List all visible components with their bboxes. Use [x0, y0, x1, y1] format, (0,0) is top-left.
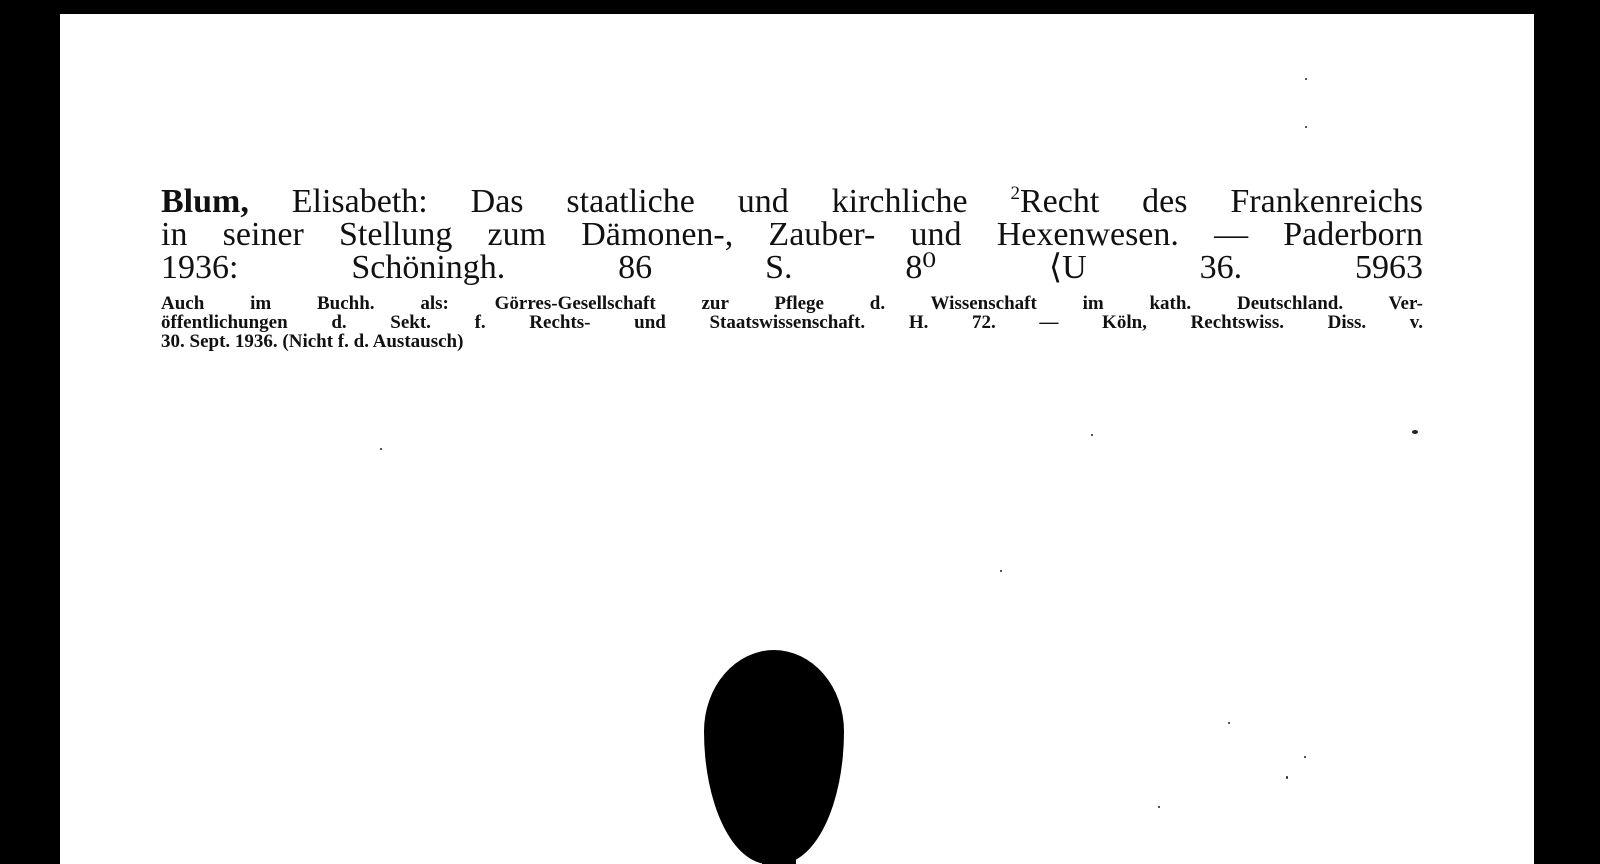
note-line-1: Auch im Buchh. als: Görres-Gesellschaft zur Pflege d. Wissenschaft im kath. Deutschland. Ver- — [161, 293, 1423, 314]
entry-line-2: in seiner Stellung zum Dämonen-, Zauber- und Hexenwesen. — Paderborn — [161, 216, 1423, 253]
note-line-2: öffentlichungen d. Sekt. f. Rechts- und Staatswissenschaft. H. 72. — Köln, Rechtswiss. Diss. v. — [161, 312, 1423, 333]
entry-line-1 — [161, 185, 1423, 218]
scan-speck — [380, 448, 382, 450]
title-part-2: Recht des Frankenreichs — [1019, 183, 1423, 220]
scan-speck — [1305, 78, 1307, 80]
imprint: 1936: Schöningh. 86 S. 8⁰ — [161, 249, 936, 286]
scan-speck — [1228, 722, 1230, 724]
punch-hole-stem — [762, 834, 796, 864]
title-part-1: Elisabeth: Das staatliche und kirchliche — [248, 183, 1011, 220]
note-line-3: 30. Sept. 1936. (Nicht f. d. Austausch) — [161, 331, 464, 352]
edition-superscript: 2 — [1010, 183, 1020, 204]
catalog-entry — [161, 185, 1423, 351]
scan-speck — [1158, 806, 1160, 808]
scan-speck — [1286, 776, 1288, 779]
entry-main-text — [161, 185, 1423, 284]
scan-speck — [1091, 434, 1093, 436]
scan-speck — [1000, 570, 1002, 572]
entry-note — [161, 294, 1423, 351]
scan-speck — [1412, 430, 1418, 434]
scan-speck — [1304, 756, 1306, 758]
author-name: Blum, — [161, 183, 249, 220]
punch-hole — [704, 650, 844, 864]
scan-speck — [1305, 126, 1307, 128]
scan-speck — [90, 516, 98, 518]
entry-line-3 — [161, 251, 1423, 284]
catalog-card — [60, 14, 1534, 864]
call-number: ⟨U 36. 5963 — [1048, 249, 1423, 286]
